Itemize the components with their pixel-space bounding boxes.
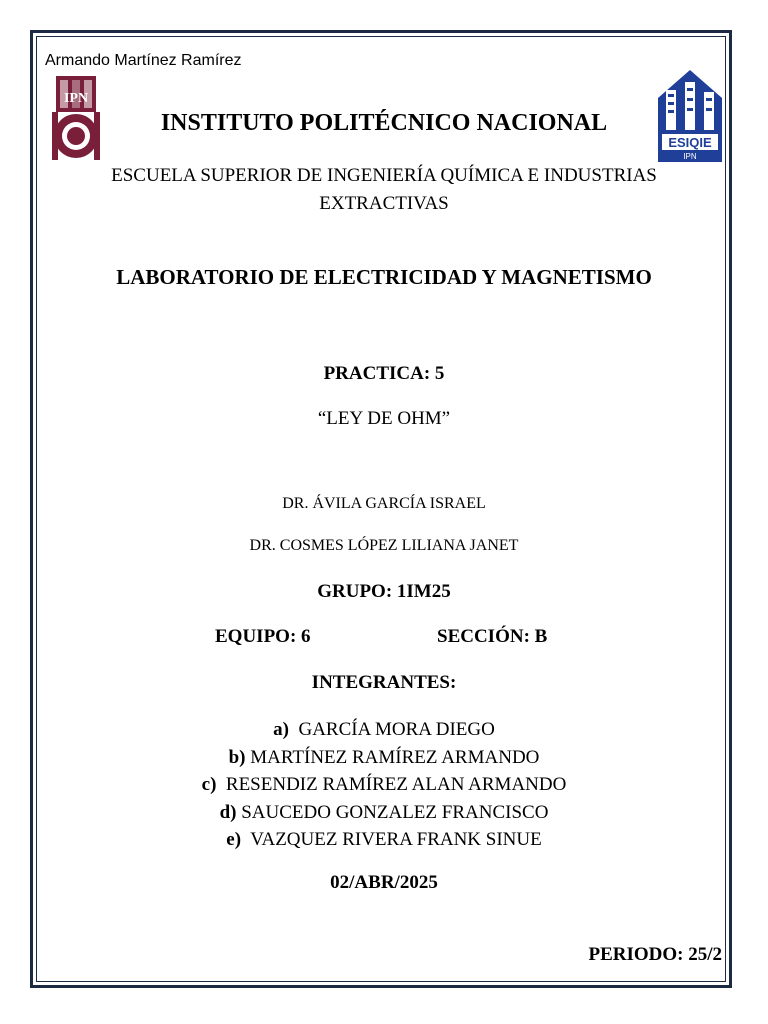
author-name: Armando Martínez Ramírez bbox=[45, 52, 242, 69]
professor-1: DR. ÁVILA GARCÍA ISRAEL bbox=[282, 495, 486, 512]
team-label: EQUIPO: 6 bbox=[215, 626, 311, 647]
member-name: RESENDIZ RAMÍREZ ALAN ARMANDO bbox=[225, 774, 567, 795]
date: 02/ABR/2025 bbox=[330, 872, 438, 893]
members-list bbox=[40, 716, 728, 854]
member-letter: c) bbox=[201, 774, 217, 795]
practice-title: “LEY DE OHM” bbox=[317, 408, 451, 429]
member-name: GARCÍA MORA DIEGO bbox=[298, 719, 495, 740]
esiqie-logo-sub: IPN bbox=[683, 152, 697, 161]
list-item bbox=[40, 826, 728, 854]
institute-title: INSTITUTO POLITÉCNICO NACIONAL bbox=[160, 110, 608, 136]
period-label: PERIODO: 25/2 bbox=[588, 944, 722, 965]
school-name-line2: EXTRACTIVAS bbox=[319, 193, 449, 214]
list-item bbox=[40, 716, 728, 744]
practice-number: PRACTICA: 5 bbox=[323, 363, 445, 384]
school-name bbox=[40, 162, 728, 218]
member-letter: b) bbox=[228, 746, 246, 768]
list-item bbox=[40, 799, 728, 827]
ipn-logo-text: IPN bbox=[63, 91, 89, 106]
list-item bbox=[40, 771, 728, 799]
lab-title: LABORATORIO DE ELECTRICIDAD Y MAGNETISMO bbox=[116, 265, 652, 289]
member-letter: a) bbox=[273, 719, 289, 740]
member-letter: d) bbox=[219, 801, 237, 823]
esiqie-logo-text: ESIQIE bbox=[668, 135, 712, 150]
group-label: GRUPO: 1IM25 bbox=[317, 581, 451, 602]
member-name: VAZQUEZ RIVERA FRANK SINUE bbox=[250, 829, 542, 850]
section-label: SECCIÓN: B bbox=[437, 626, 548, 647]
member-letter: e) bbox=[226, 829, 242, 850]
members-heading: INTEGRANTES: bbox=[311, 672, 457, 693]
professor-2: DR. COSMES LÓPEZ LILIANA JANET bbox=[249, 537, 519, 554]
list-item bbox=[40, 744, 728, 772]
member-name: MARTÍNEZ RAMÍREZ ARMANDO bbox=[250, 746, 540, 768]
member-name: SAUCEDO GONZALEZ FRANCISCO bbox=[241, 801, 549, 823]
school-name-line1: ESCUELA SUPERIOR DE INGENIERÍA QUÍMICA E INDUSTRIAS bbox=[111, 165, 657, 186]
